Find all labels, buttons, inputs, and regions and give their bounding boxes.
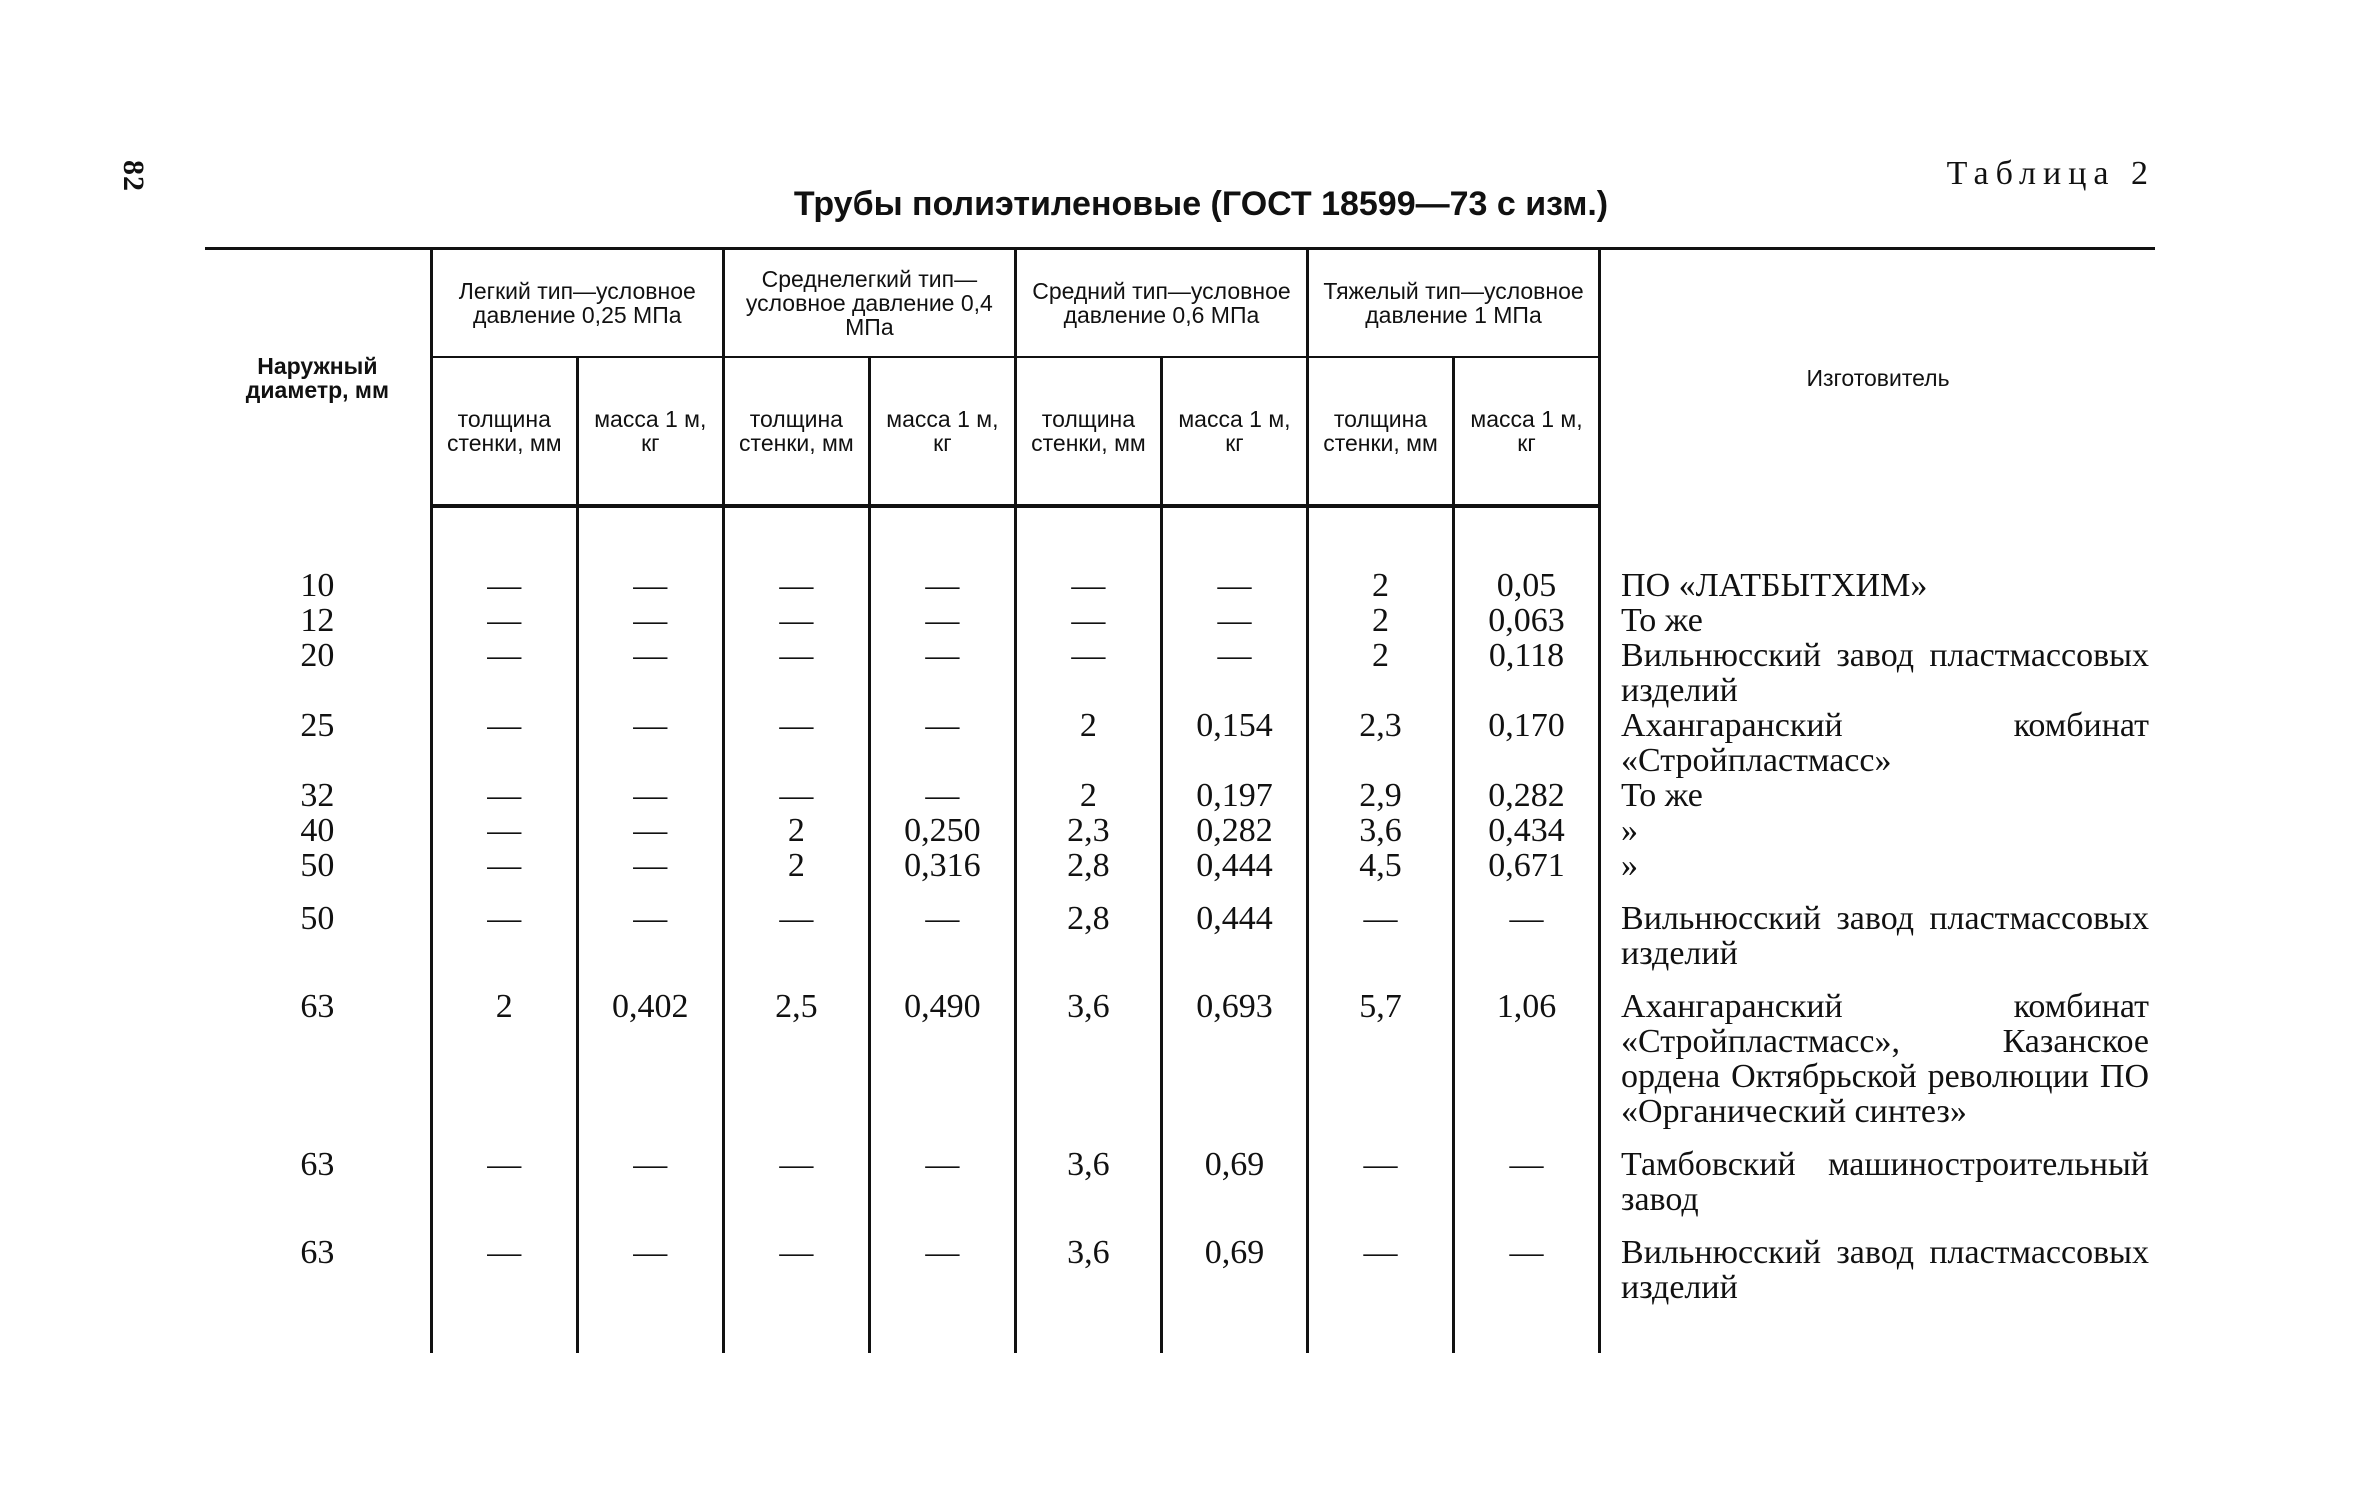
cell-value: — [1161, 568, 1307, 603]
header-diameter: Наружный диаметр, мм [205, 249, 431, 507]
header-wall: толщина стенки, мм [723, 357, 869, 506]
cell-value: 0,693 [1161, 971, 1307, 1129]
cell-value: 2 [431, 971, 577, 1129]
page-number: 82 [117, 160, 150, 192]
cell-maker: Вильнюсский завод пластмассовых изделий [1600, 883, 2155, 971]
cell-value: 0,063 [1454, 603, 1600, 638]
table-row [205, 603, 2155, 638]
cell-maker: Вильнюсский завод пластмассовых изделий [1600, 1217, 2155, 1305]
cell-value: — [431, 1129, 577, 1217]
cell-value: 0,490 [869, 971, 1015, 1129]
cell-value: 0,444 [1161, 883, 1307, 971]
cell-value: — [723, 883, 869, 971]
cell-value: — [431, 603, 577, 638]
table-title: Трубы полиэтиленовые (ГОСТ 18599—73 с изм.) [793, 185, 1609, 223]
cell-value: 0,197 [1161, 778, 1307, 813]
pipe-table [205, 247, 2155, 1353]
table-row [205, 708, 2155, 778]
cell-maker: Тамбовский машиностроительный завод [1600, 1129, 2155, 1217]
cell-diameter: 63 [300, 988, 335, 1025]
cell-value: 2,9 [1307, 778, 1453, 813]
cell-maker: То же [1600, 778, 2155, 813]
cell-maker: » [1600, 813, 2155, 848]
header-group-medium-light: Среднелегкий тип—условное давление 0,4 МПа [723, 249, 1015, 358]
cell-value: 2,3 [1307, 708, 1453, 778]
cell-maker: » [1600, 848, 2155, 883]
cell-value: 0,69 [1161, 1129, 1307, 1217]
table-row [205, 971, 2155, 1129]
table-row [205, 883, 2155, 971]
table-body [205, 506, 2155, 1353]
cell-value: 3,6 [1307, 813, 1453, 848]
cell-maker: Ахангаранский комбинат «Стройпластмасс», Казанское ордена Октябрьской революции ПО «Органический синтез» [1600, 971, 2155, 1129]
cell-value: — [723, 568, 869, 603]
cell-value: 0,05 [1454, 568, 1600, 603]
cell-value: 0,170 [1454, 708, 1600, 778]
cell-value: — [869, 1217, 1015, 1305]
cell-value: — [577, 1217, 723, 1305]
cell-value: 2 [1307, 568, 1453, 603]
table-row [205, 1217, 2155, 1305]
header-group-heavy: Тяжелый тип—условное давление 1 МПа [1307, 249, 1599, 358]
cell-value: 2,8 [1015, 883, 1161, 971]
cell-diameter: 12 [300, 602, 335, 639]
cell-value: 0,69 [1161, 1217, 1307, 1305]
cell-value: — [869, 1129, 1015, 1217]
cell-value: — [1307, 883, 1453, 971]
cell-diameter: 63 [300, 1234, 335, 1271]
header-mass: масса 1 м, кг [1161, 357, 1307, 506]
cell-value: — [577, 568, 723, 603]
cell-diameter: 40 [300, 812, 335, 849]
cell-value: — [1307, 1217, 1453, 1305]
header-wall: толщина стенки, мм [1015, 357, 1161, 506]
header-mass: масса 1 м, кг [577, 357, 723, 506]
cell-diameter: 25 [300, 707, 335, 744]
cell-value: — [869, 568, 1015, 603]
cell-value: — [431, 813, 577, 848]
cell-value: 2,3 [1015, 813, 1161, 848]
cell-value: — [431, 708, 577, 778]
cell-value: — [577, 813, 723, 848]
cell-value: — [1161, 603, 1307, 638]
header-mass: масса 1 м, кг [1454, 357, 1600, 506]
cell-value: — [577, 603, 723, 638]
cell-value: — [869, 603, 1015, 638]
cell-value: 0,402 [577, 971, 723, 1129]
cell-value: — [723, 603, 869, 638]
cell-value: — [1161, 638, 1307, 708]
cell-maker: Ахангаранский комбинат «Стройпластмасс» [1600, 708, 2155, 778]
cell-value: — [431, 1217, 577, 1305]
cell-maker: Вильнюсский завод пластмассовых изделий [1600, 638, 2155, 708]
cell-value: — [1015, 638, 1161, 708]
cell-diameter: 63 [300, 1146, 335, 1183]
table-label: Таблица 2 [1946, 155, 2155, 192]
cell-diameter: 50 [300, 847, 335, 884]
table-row [205, 778, 2155, 813]
cell-value: — [431, 848, 577, 883]
cell-value: 4,5 [1307, 848, 1453, 883]
cell-value: — [577, 1129, 723, 1217]
cell-value: 2 [1307, 638, 1453, 708]
cell-value: — [723, 778, 869, 813]
header-maker: Изготовитель [1600, 249, 2155, 507]
cell-value: — [431, 568, 577, 603]
cell-maker: ПО «ЛАТБЫТХИМ» [1600, 568, 2155, 603]
cell-value: 3,6 [1015, 1129, 1161, 1217]
header-group-light: Легкий тип—условное давление 0,25 МПа [431, 249, 723, 358]
table-row [205, 848, 2155, 883]
cell-value: 0,282 [1454, 778, 1600, 813]
cell-value: 0,282 [1161, 813, 1307, 848]
cell-value: — [723, 1129, 869, 1217]
cell-value: 2,5 [723, 971, 869, 1129]
cell-value: — [1307, 1129, 1453, 1217]
cell-value: 0,671 [1454, 848, 1600, 883]
cell-value: — [723, 708, 869, 778]
cell-value: 0,434 [1454, 813, 1600, 848]
cell-value: 5,7 [1307, 971, 1453, 1129]
cell-diameter: 10 [300, 567, 335, 604]
cell-value: — [723, 638, 869, 708]
cell-value: — [577, 778, 723, 813]
header-mass: масса 1 м, кг [869, 357, 1015, 506]
spacer-row [205, 1305, 2155, 1353]
cell-value: 0,316 [869, 848, 1015, 883]
cell-value: — [431, 883, 577, 971]
header-group-medium: Средний тип—условное давление 0,6 МПа [1015, 249, 1307, 358]
header-wall: толщина стенки, мм [1307, 357, 1453, 506]
pipe-table-container [205, 247, 2155, 1353]
cell-value: — [577, 848, 723, 883]
cell-value: — [1454, 883, 1600, 971]
cell-value: 2 [1307, 603, 1453, 638]
cell-value: — [869, 883, 1015, 971]
cell-value: 2 [723, 813, 869, 848]
cell-value: 3,6 [1015, 1217, 1161, 1305]
cell-value: 0,250 [869, 813, 1015, 848]
cell-value: 0,154 [1161, 708, 1307, 778]
cell-value: — [869, 708, 1015, 778]
table-row [205, 813, 2155, 848]
cell-value: 0,118 [1454, 638, 1600, 708]
header-wall: толщина стенки, мм [431, 357, 577, 506]
cell-value: 1,06 [1454, 971, 1600, 1129]
cell-value: — [431, 778, 577, 813]
cell-value: — [1015, 603, 1161, 638]
cell-value: — [577, 708, 723, 778]
cell-diameter: 20 [300, 637, 335, 674]
cell-diameter: 32 [300, 777, 335, 814]
cell-value: — [577, 638, 723, 708]
cell-value: — [1015, 568, 1161, 603]
cell-value: — [577, 883, 723, 971]
cell-diameter: 50 [300, 900, 335, 937]
cell-value: 2 [1015, 778, 1161, 813]
spacer-row [205, 506, 2155, 568]
table-row [205, 568, 2155, 603]
cell-maker: То же [1600, 603, 2155, 638]
cell-value: — [1454, 1217, 1600, 1305]
cell-value: 3,6 [1015, 971, 1161, 1129]
cell-value: — [869, 778, 1015, 813]
cell-value: — [869, 638, 1015, 708]
cell-value: — [723, 1217, 869, 1305]
table-header [205, 249, 2155, 507]
cell-value: 2,8 [1015, 848, 1161, 883]
cell-value: 2 [723, 848, 869, 883]
table-row [205, 1129, 2155, 1217]
cell-value: — [1454, 1129, 1600, 1217]
cell-value: 0,444 [1161, 848, 1307, 883]
table-row [205, 638, 2155, 708]
cell-value: — [431, 638, 577, 708]
cell-value: 2 [1015, 708, 1161, 778]
